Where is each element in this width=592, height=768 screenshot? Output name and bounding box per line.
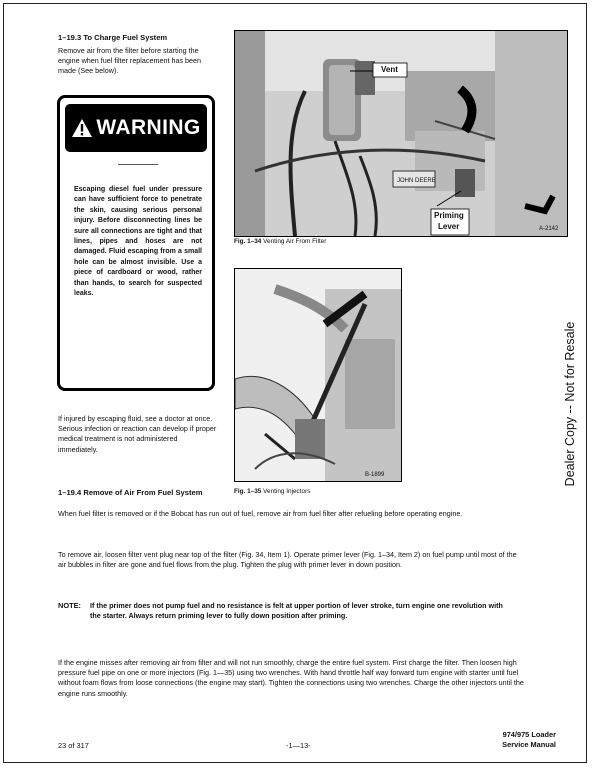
section-heading-charge-fuel: 1–19.3 To Charge Fuel System: [58, 33, 168, 42]
warning-text: Escaping diesel fuel under pressure can have sufficient force to penetrate the skin, causing serious personal injury. Before disconnecting lines be sure all connections are tight and that lines, pipes and hoses are not damaged. Fluid escaping from a small hole can be almost invisible. Use a piece of cardboard or wood, rather than hands, to search for suspected leaks.: [74, 186, 202, 298]
section-2-paragraph-3: If the engine misses after removing air from filter and will not run smoothly, charge the entire fuel system. First charge the filter. Then loosen high pressure fuel pipe on one or more injectors (Fig. 1—35) using two wrenches. With hand throttle half way forward turn engine with starter until fuel without foam flows from loose connections (the engine may start). Tighten the connections using two wrenches. Charge the other injectors until the engine runs smoothly.: [58, 658, 524, 698]
divider: [118, 164, 158, 165]
note-label: NOTE:: [58, 601, 81, 610]
injector-wrench-illustration: [235, 269, 401, 481]
footer-model: 974/975 Loader: [502, 730, 556, 739]
warning-triangle-icon: [71, 118, 93, 138]
figure-id-b1899: B-1899: [365, 472, 385, 478]
priming-label-line1: Priming: [434, 211, 464, 220]
warning-header: [65, 104, 207, 152]
section-heading-remove-air: 1–19.4 Remove of Air From Fuel System: [58, 488, 203, 497]
section-2-paragraph-2: To remove air, loosen filter vent plug near top of the filter (Fig. 34, Item 1). Operate primer lever (Fig. 1–34, Item 2) on fuel pump until most of the air bubbles in filter are gone and fuel flows from the plug. Tighten the plug with primer lever in down position.: [58, 550, 517, 570]
caption-number: Fig. 1–34: [234, 238, 262, 245]
caption-text: Venting Injectors: [263, 488, 311, 495]
section-2-paragraph-1: When fuel filter is removed or if the Bobcat has run out of fuel, remove air from fuel filter after refueling before operating engine.: [58, 509, 463, 518]
caption-number: Fig. 1–35: [234, 488, 262, 495]
priming-label-line2: Lever: [438, 222, 460, 231]
warning-box: [57, 95, 215, 391]
footer-manual: Service Manual: [502, 740, 556, 749]
figure-id-a2142: A-2142: [539, 226, 559, 232]
figure-venting-filter: [234, 30, 568, 237]
warning-title: WARNING: [96, 116, 201, 139]
figure-venting-injectors: [234, 268, 402, 482]
footer-page-number: -1—13-: [286, 741, 311, 750]
figure-1-35-caption: [234, 488, 310, 495]
caption-text: Venting Air From Filter: [263, 238, 327, 245]
vent-label: Vent: [381, 65, 398, 74]
injury-text: If injured by escaping fluid, see a doctor at once. Serious infection or reaction can develop if proper medical treatment is not administered immediately.: [58, 414, 217, 454]
charge-intro-text: Remove air from the filter before starting the engine when fuel filter replacement has been made (See below).: [58, 46, 202, 76]
note-text: If the primer does not pump fuel and no resistance is felt at upper portion of lever stroke, turn engine one revolution with the starter. Always return priming lever to fully down position after priming.: [90, 601, 503, 621]
dealer-copy-side-text: Dealer Copy -- Not for Resale: [563, 321, 577, 487]
engine-plate-label: JOHN DEERE: [397, 178, 436, 184]
engine-filter-illustration: [235, 31, 567, 236]
footer-page-of: 23 of 317: [58, 741, 89, 750]
figure-1-34-caption: [234, 238, 326, 245]
